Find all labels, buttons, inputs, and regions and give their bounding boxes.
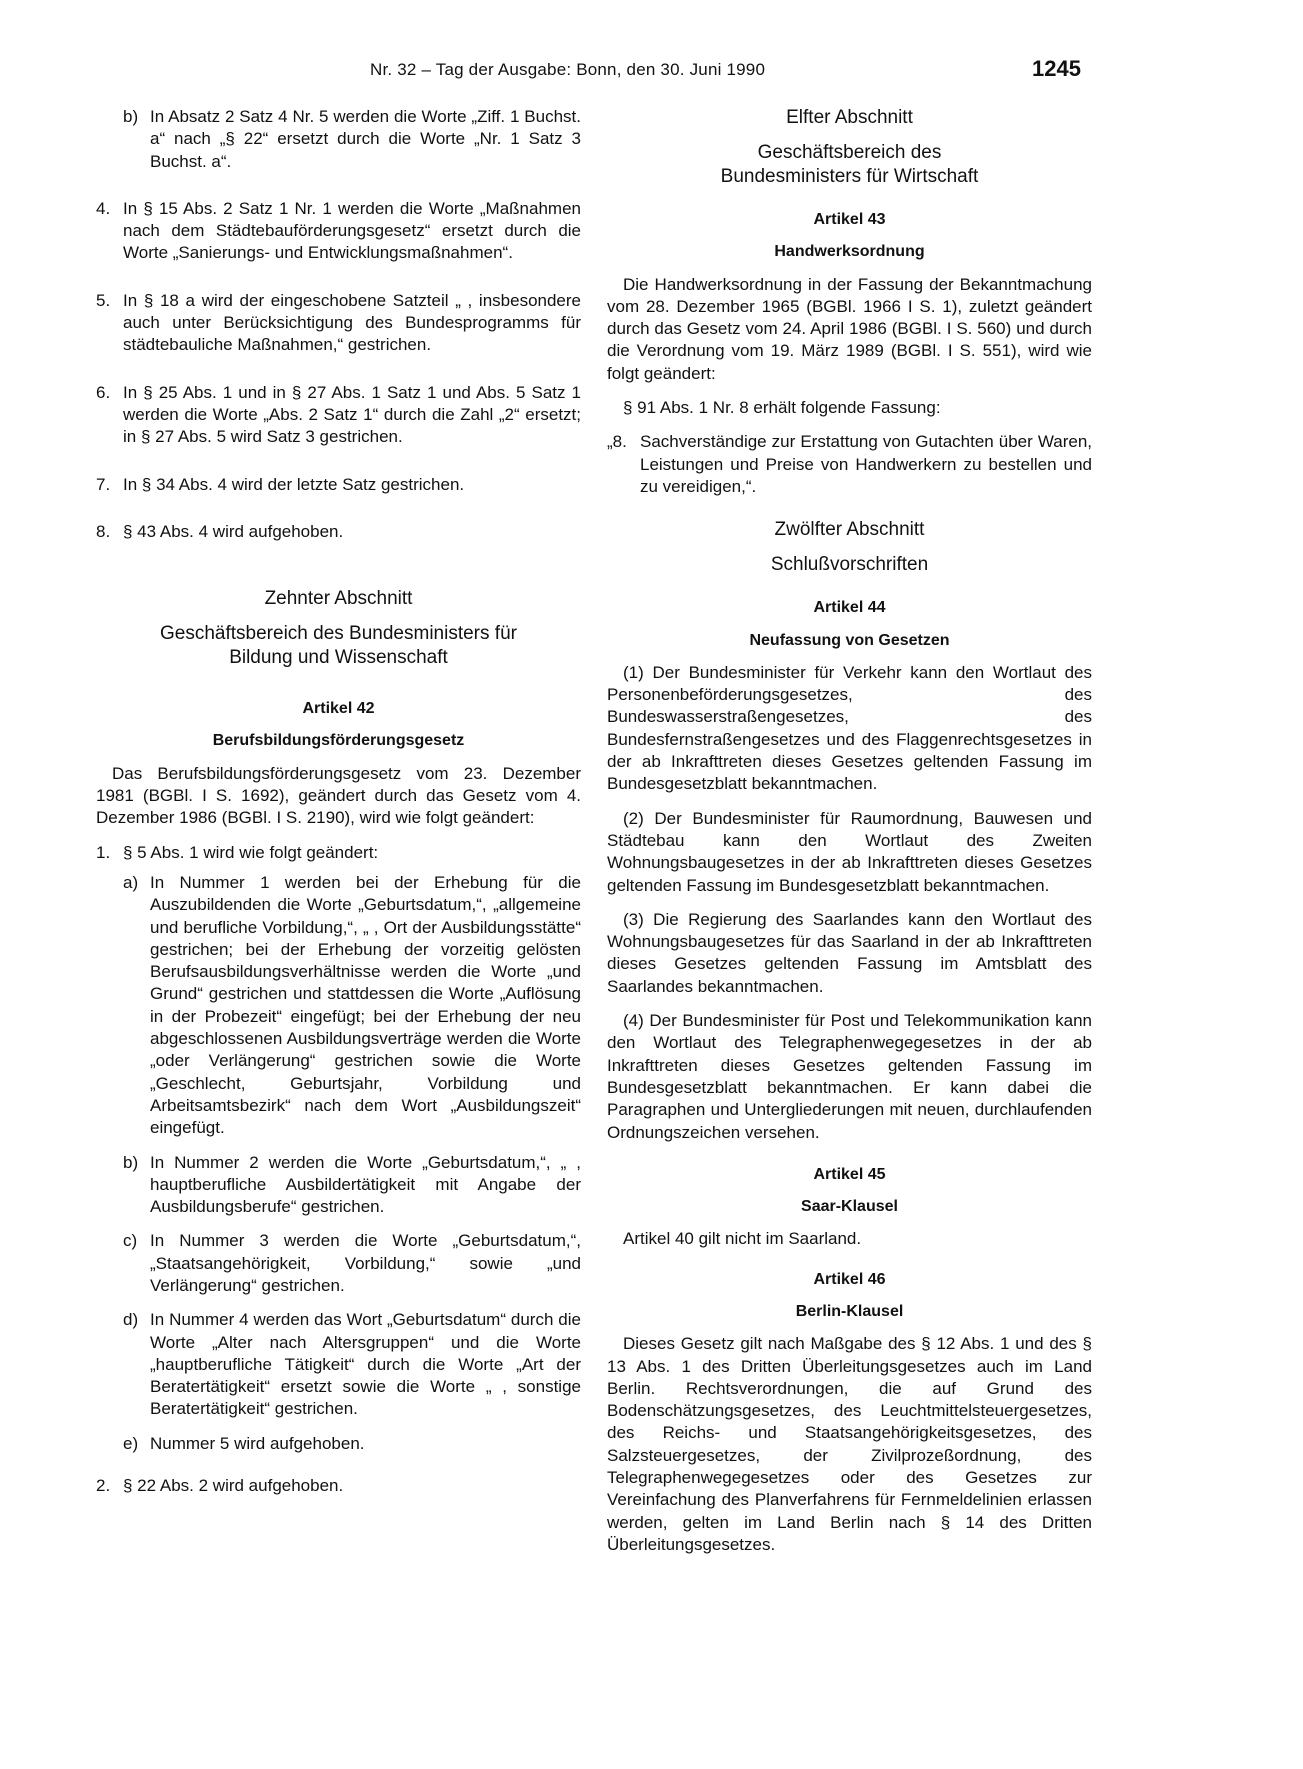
- item-text: In § 15 Abs. 2 Satz 1 Nr. 1 werden die Worte „Maßnahmen nach dem Städtebauförderungsgesetz“ ersetzt durch die Worte „Sanierungs- und Entwicklungsmaßnahmen“.: [123, 198, 581, 263]
- paragraph: (3) Die Regierung des Saarlandes kann den Wortlaut des Wohnungsbaugesetzes für das Saarland in der ab Inkrafttreten dieses Gesetzes geltenden Fassung im Amtsblatt des Saarlandes bekanntmachen.: [607, 909, 1092, 996]
- item-number: 5.: [96, 290, 111, 310]
- list-item: [96, 872, 581, 1140]
- list-item: [96, 521, 581, 543]
- item-text: In § 34 Abs. 4 wird der letzte Satz gestrichen.: [123, 474, 465, 494]
- item-text: § 22 Abs. 2 wird aufgehoben.: [123, 1476, 344, 1496]
- list-item: [96, 1433, 581, 1455]
- running-header: Nr. 32 – Tag der Ausgabe: Bonn, den 30. Juni 1990: [370, 60, 766, 79]
- paragraph: Artikel 40 gilt nicht im Saarland.: [623, 1229, 862, 1249]
- article-title: Berufsbildungsförderungsgesetz: [212, 732, 465, 750]
- article-title: Neufassung von Gesetzen: [749, 631, 950, 649]
- list-item: [96, 106, 581, 173]
- item-number: b): [123, 1152, 139, 1172]
- item-number: 6.: [96, 382, 111, 402]
- item-number: a): [123, 872, 139, 892]
- list-item: [96, 382, 581, 449]
- item-text: In Nummer 4 werden das Wort „Geburtsdatum“ durch die Worte „Alter nach Altersgruppen“ und die Worte „hauptberufliche Tätigkeit“ durch die Worte „Art der Beratertätigkeit“ ersetzt sowie die Worte „ , sonstige Beratertätigkeit“ gestrichen.: [150, 1310, 581, 1419]
- item-text: § 5 Abs. 1 wird wie folgt geändert:: [123, 842, 379, 862]
- list-item: [96, 290, 581, 357]
- item-text: In Absatz 2 Satz 4 Nr. 5 werden die Worte „Ziff. 1 Buchst. a“ nach „§ 22“ ersetzt durch die Worte „Nr. 1 Satz 3 Buchst. a“.: [150, 107, 581, 171]
- article-label: Artikel 42: [302, 700, 375, 718]
- list-item: [96, 198, 581, 265]
- item-number: b): [123, 107, 139, 126]
- item-text: In Nummer 2 werden die Worte „Geburtsdatum,“, „ , hauptberufliche Ausbildertätigkeit mit Angabe der Ausbildungsberufe“ gestrichen.: [150, 1152, 581, 1217]
- article-label: Artikel 45: [813, 1165, 886, 1183]
- article-title: Saar-Klausel: [801, 1198, 898, 1216]
- item-number: 8.: [96, 521, 111, 541]
- right-column: [607, 106, 1092, 1568]
- article-label: Artikel 43: [813, 211, 886, 228]
- item-text: § 43 Abs. 4 wird aufgehoben.: [123, 521, 344, 541]
- list-item: [607, 431, 1092, 498]
- section-title: Zehnter Abschnitt: [264, 588, 413, 610]
- item-text: In Nummer 1 werden bei der Erhebung für die Auszubildenden die Worte „Geburtsdatum,“, „allgemeine und berufliche Vorbildung,“, „ , Ort der Ausbildungsstätte“ gestrichen; bei der Erhebung der vorzeitig gelösten Berufsausbildungsverhältnisse werden die Worte „und Grund“ gestrichen und stattdessen die Worte „Auflösung in der Probezeit“ eingefügt; bei der Erhebung der neu abgeschlossenen Ausbildungsverträge werden die Worte „oder Verlängerung“ gestrichen sowie die Worte „Geschlecht, Geburtsjahr, Vorbildung und Arbeitsamtsbezirk“ nach dem Wort „Ausbildungszeit“ eingefügt.: [150, 872, 581, 1138]
- article-title: Berlin-Klausel: [795, 1302, 904, 1320]
- item-number: 7.: [96, 474, 111, 494]
- section-subtitle: Geschäftsbereich des Bundesministers für Wirtschaft: [720, 142, 979, 187]
- section-subtitle: Geschäftsbereich des Bundesministers für Bildung und Wissenschaft: [160, 623, 517, 669]
- section-subtitle: Schlußvorschriften: [770, 554, 929, 576]
- list-item: [96, 474, 581, 496]
- item-text: Sachverständige zur Erstattung von Gutachten über Waren, Leistungen und Preise von Handwerkern zu bestellen und zu vereidigen,“.: [640, 432, 1092, 496]
- paragraph: (2) Der Bundesminister für Raumordnung, Bauwesen und Städtebau kann den Wortlaut des Zweiten Wohnungsbaugesetzes in der ab Inkrafttreten dieses Gesetzes geltenden Fassung im Bundesgesetzblatt bekanntmachen.: [607, 808, 1092, 895]
- left-column: [96, 106, 581, 1522]
- list-item: [96, 842, 581, 864]
- item-text: In § 18 a wird der eingeschobene Satzteil „ , insbesondere auch unter Berücksichtigung des Bundesprogramms für städtebauliche Maßnahmen,“ gestrichen.: [123, 290, 581, 355]
- paragraph: (1) Der Bundesminister für Verkehr kann den Wortlaut des Personenbeförderungsgesetzes, des Bundeswasserstraßengesetzes, des Bundesfernstraßengesetzes und des Flaggenrechtsgesetzes in der ab Inkrafttreten dieses Gesetzes geltenden Fassung im Bundesgesetzblatt bekanntmachen.: [607, 662, 1092, 794]
- item-number: 4.: [96, 198, 111, 218]
- article-label: Artikel 44: [813, 599, 886, 617]
- article-change: § 91 Abs. 1 Nr. 8 erhält folgende Fassung:: [623, 398, 941, 418]
- item-number: e): [123, 1433, 139, 1453]
- item-number: 2.: [96, 1476, 111, 1496]
- item-number: c): [123, 1231, 138, 1251]
- article-intro: Die Handwerksordnung in der Fassung der Bekanntmachung vom 28. Dezember 1965 (BGBl. 1966 I S. 1), zuletzt geändert durch das Gesetz vom 24. April 1986 (BGBl. I S. 560) und durch die Verordnung vom 19. März 1989 (BGBl. I S. 551), wird wie folgt geändert:: [607, 274, 1092, 383]
- article-label: Artikel 46: [813, 1270, 886, 1288]
- list-item: [96, 1475, 581, 1497]
- list-item: [96, 1230, 581, 1297]
- item-text: In Nummer 3 werden die Worte „Geburtsdatum,“, „Staatsangehörigkeit, Vorbildung,“ sowie „und Verlängerung“ gestrichen.: [150, 1231, 581, 1295]
- section-title: Zwölfter Abschnitt: [774, 519, 925, 541]
- section-title: Elfter Abschnitt: [786, 107, 913, 128]
- article-intro: Das Berufsbildungsförderungsgesetz vom 23. Dezember 1981 (BGBl. I S. 1692), geändert durch das Gesetz vom 4. Dezember 1986 (BGBl. I S. 2190), wird wie folgt geändert:: [96, 763, 581, 828]
- paragraph: Dieses Gesetz gilt nach Maßgabe des § 12 Abs. 1 und des § 13 Abs. 1 des Dritten Überleitungsgesetzes auch im Land Berlin. Rechtsverordnungen, die auf Grund des Bodenschätzungsgesetzes, des Leuchtmittelsteuergesetzes, des Reichs- und Staatsangehörigkeitsgesetzes, des Salzsteuergesetzes, der Zivilprozeßordnung, des Telegraphenwegegesetzes oder des Gesetzes zur Vereinfachung des Planverfahrens für Fernmeldelinien erlassen werden, gelten im Land Berlin nach § 14 des Dritten Überleitungsgesetzes.: [607, 1334, 1092, 1554]
- article-title: Handwerksordnung: [774, 243, 925, 261]
- item-text: In § 25 Abs. 1 und in § 27 Abs. 1 Satz 1 und Abs. 5 Satz 1 werden die Worte „Abs. 2 Satz 1“ durch die Zahl „2“ ersetzt; in § 27 Abs. 5 wird Satz 3 gestrichen.: [123, 382, 581, 447]
- item-number: „8.: [607, 432, 627, 452]
- item-number: 1.: [96, 842, 111, 862]
- list-item: [96, 1152, 581, 1219]
- item-text: Nummer 5 wird aufgehoben.: [150, 1433, 365, 1453]
- list-item: [96, 1309, 581, 1420]
- page-number: 1245: [1032, 56, 1081, 81]
- item-number: d): [123, 1310, 139, 1330]
- paragraph: (4) Der Bundesminister für Post und Telekommunikation kann den Wortlaut des Telegraphenwegegesetzes in der ab Inkrafttreten dieses Gesetzes geltenden Fassung im Bundesgesetzblatt bekanntmachen. Er kann dabei die Paragraphen und Untergliederungen mit neuen, durchlaufenden Ordnungszeichen versehen.: [607, 1011, 1092, 1142]
